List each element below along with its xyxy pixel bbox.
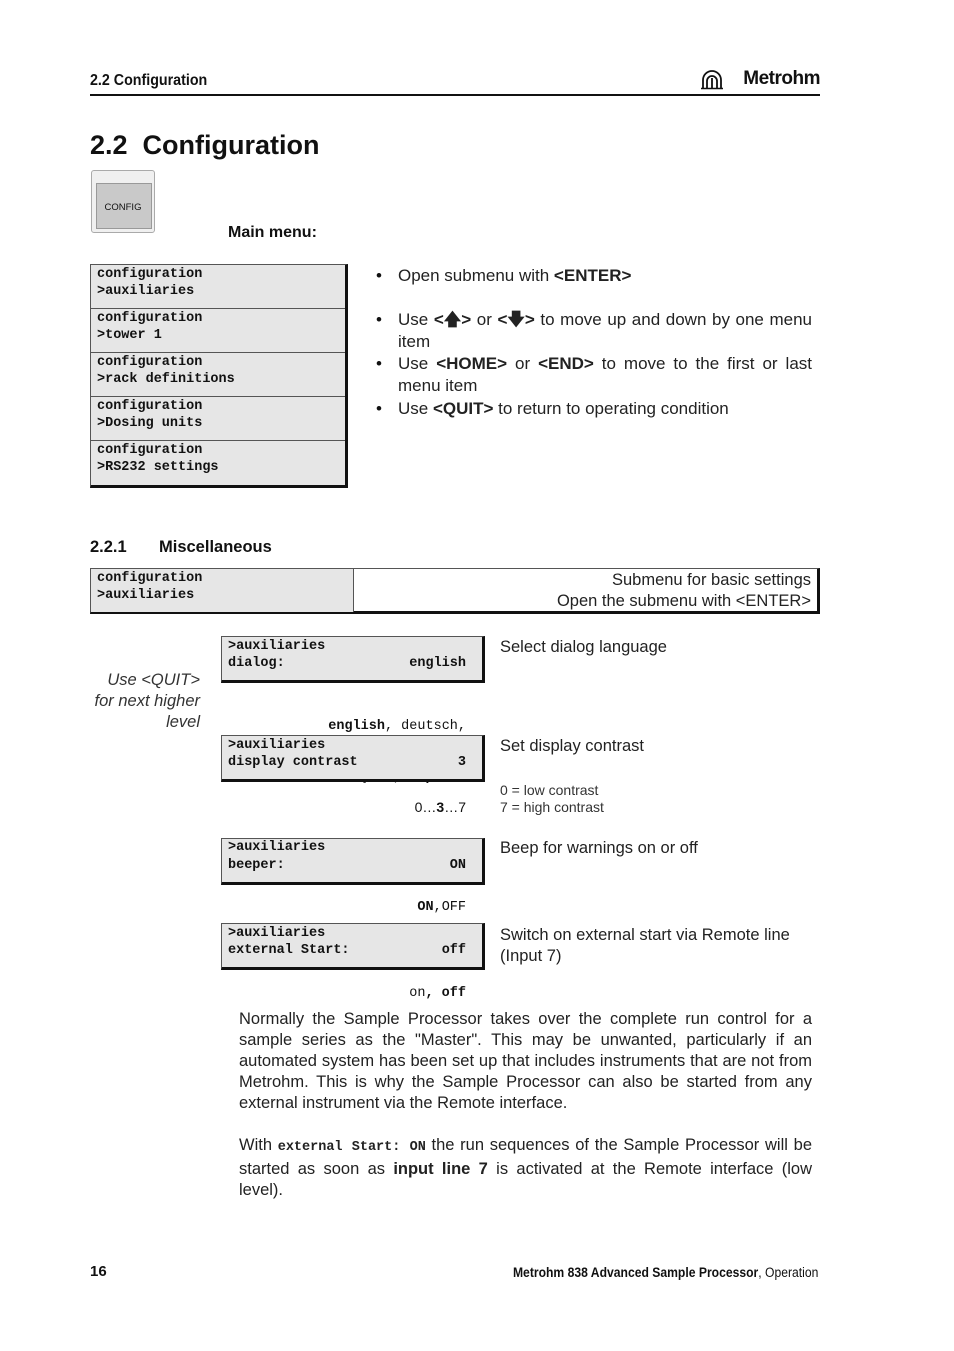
bullet-dot: • — [376, 266, 382, 285]
menu-item-rack-definitions[interactable]: configuration >rack definitions — [91, 353, 345, 397]
submenu-header-box — [90, 568, 820, 614]
subsection-title: Miscellaneous — [159, 538, 272, 556]
bullet-move-up-down: Use <🡅> or <🡇> to move up and down by one menu item — [398, 310, 813, 351]
display-contrast-display[interactable]: >auxiliaries display contrast 3 — [221, 735, 485, 782]
bullet-dot: • — [376, 310, 382, 329]
dialog-language-display[interactable]: >auxiliaries dialog: english — [221, 636, 485, 683]
subsection-number: 2.2.1 — [90, 538, 127, 556]
beeper-display[interactable]: >auxiliaries beeper: ON — [221, 838, 485, 885]
bullet-dot: • — [376, 399, 382, 418]
display-contrast-desc: Set display contrast — [500, 737, 644, 755]
external-start-options: on, off — [409, 986, 466, 1001]
paragraph-external-start: With external Start: ON the run sequences of the Sample Processor will be started as soon as input line 7 is activated at the Remote interface (low level). — [239, 1136, 812, 1199]
bullet-home-end: Use <HOME> or <END> to move to the first or last menu item — [398, 354, 812, 395]
display-contrast-notes: 0 = low contrast 7 = high contrast — [500, 782, 604, 815]
side-note-quit: Use <QUIT> for next higher level — [94, 671, 200, 731]
header-section: 2.2 Configuration — [90, 72, 208, 89]
bullet-dot: • — [376, 354, 382, 373]
metrohm-logo-icon — [700, 68, 724, 95]
bullet-open-submenu: Open submenu with <ENTER> — [398, 266, 632, 285]
beeper-desc: Beep for warnings on or off — [500, 839, 698, 857]
menu-item-rs232-settings[interactable]: configuration >RS232 settings — [97, 443, 219, 475]
menu-item-dosing-units[interactable]: configuration >Dosing units — [91, 397, 345, 441]
beeper-options: ON,OFF — [417, 900, 466, 915]
display-contrast-range: 0…3…7 — [414, 799, 466, 815]
external-start-display[interactable]: >auxiliaries external Start: off — [221, 923, 485, 970]
menu-item-tower[interactable]: configuration >tower 1 — [91, 309, 345, 353]
page-number: 16 — [90, 1263, 107, 1280]
submenu-description: Submenu for basic settings Open the submenu with <ENTER> — [556, 571, 811, 610]
menu-item-auxiliaries[interactable]: configuration >auxiliaries — [91, 265, 345, 309]
subsection-heading — [90, 538, 272, 557]
config-key-label: CONFIG — [104, 202, 142, 213]
external-start-desc: Switch on external start via Remote line (Input 7) — [500, 926, 790, 965]
page-title: 2.2 Configuration — [90, 130, 320, 160]
main-menu-list — [90, 264, 348, 488]
submenu-display: configuration >auxiliaries — [91, 569, 354, 612]
dialog-language-desc: Select dialog language — [500, 638, 667, 656]
footer-product: Metrohm 838 Advanced Sample Processor, Operation — [512, 1265, 818, 1280]
running-header — [90, 70, 820, 96]
main-menu-label: Main menu: — [228, 224, 317, 241]
bullet-quit: Use <QUIT> to return to operating condition — [398, 399, 729, 418]
dialog-language-options: english, deutsch, — [328, 719, 466, 734]
brand-name: Metrohm — [743, 68, 820, 89]
paragraph-master: Normally the Sample Processor takes over the complete run control for a sample series as the "Master". This may be unwanted, particularly if an automated system has been set up that includes instruments that are not from Metrohm. This is why the Sample Processor can also be started from any external instrument via the Remote interface. — [239, 1010, 812, 1112]
config-key-button[interactable] — [91, 170, 155, 233]
